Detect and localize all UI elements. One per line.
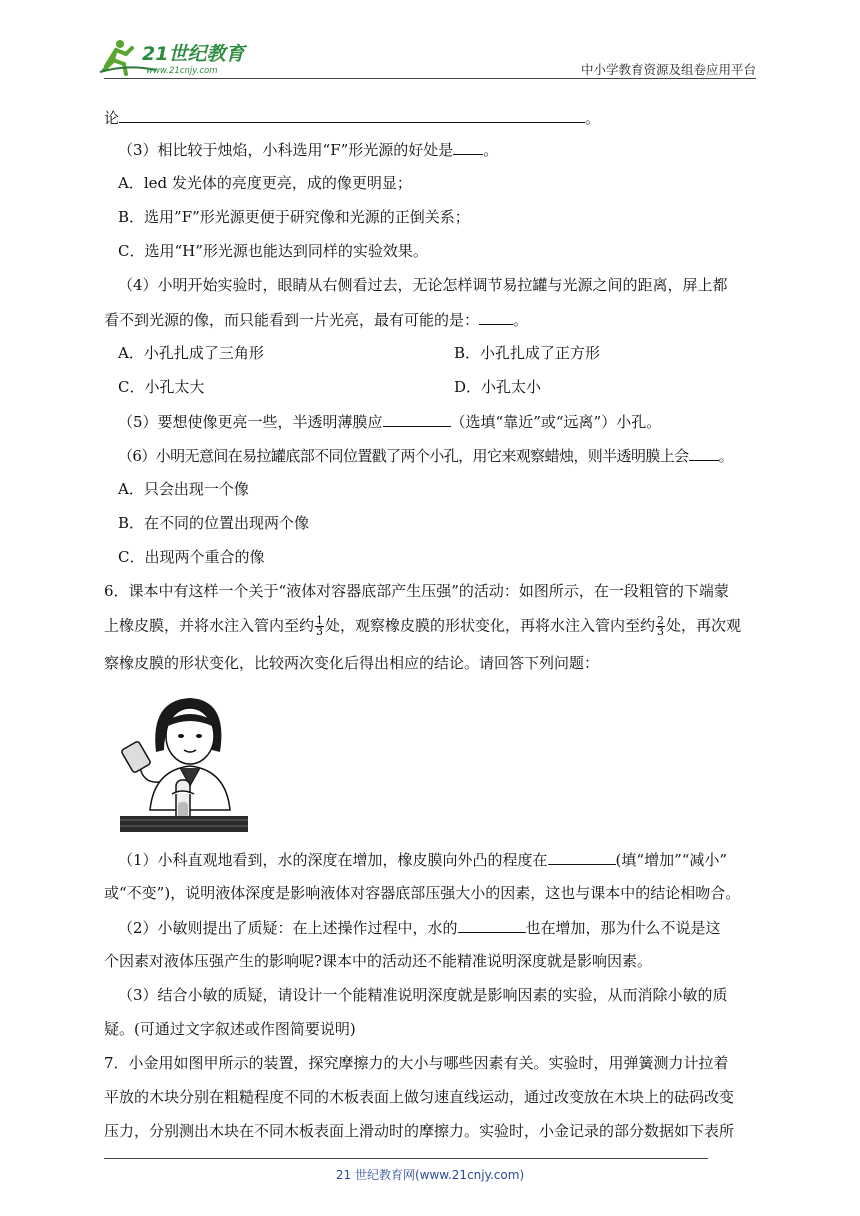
option-b: B．选用”F”形光源更便于研究像和光源的正倒关系； [118, 208, 470, 226]
sub-question-3-cont: 疑。(可通过文字叙述或作图简要说明) [104, 1020, 356, 1038]
svg-text:www.21cnjy.com: www.21cnjy.com [146, 66, 218, 76]
option-a: A．只会出现一个像 [118, 480, 249, 498]
option-c: C．出现两个重合的像 [118, 548, 265, 566]
site-logo [96, 36, 256, 78]
problem-6-cont: 上橡皮膜，并将水注入管内至约 $\frac{1}{3}$ 处，观察橡皮膜的形状变化，再将水注入管内至约 $\frac{2}{3}$ 处，再次观 [104, 614, 742, 638]
fraction: $\frac{2}{3}$ [657, 614, 665, 638]
problem-7: 7．小金用如图甲所示的装置，探究摩擦力的大小与哪些因素有关。实验时，用弹簧测力计拉着 [104, 1054, 729, 1072]
problem-7-cont: 平放的木块分别在粗糙程度不同的木板表面上做匀速直线运动，通过改变放在木块上的砝码改变 [104, 1088, 735, 1106]
question-6: （6）小明无意间在易拉罐底部不同位置戳了两个小孔，用它来观察蜡烛，则半透明膜上会 。 [118, 447, 733, 465]
option-b: B．小孔扎成了正方形 [454, 344, 601, 362]
option-a: A．小孔扎成了三角形 [118, 344, 264, 362]
question-3: （3）相比较于烛焰，小科选用“F”形光源的好处是 。 [118, 141, 499, 159]
sub-question-1: （1）小科直观地看到，水的深度在增加，橡皮膜向外凸的程度在 (填“增加”“减小” [118, 851, 728, 869]
option-d: D．小孔太小 [454, 378, 542, 396]
footer-text: 21 世纪教育网(www.21cnjy.com) [335, 1168, 525, 1182]
sub-question-2: （2）小敏则提出了质疑：在上述操作过程中，水的 也在增加，那为什么不说是这 [118, 919, 721, 937]
problem-7-cont: 压力，分别测出木块在不同木板表面上滑动时的摩擦力。实验时，小金记录的部分数据如下表所 [104, 1122, 735, 1140]
header-divider [104, 78, 756, 79]
footer-divider [104, 1158, 708, 1159]
fraction: $\frac{1}{3}$ [316, 614, 324, 638]
sub-question-3: （3）结合小敏的质疑，请设计一个能精准说明深度就是影响因素的实验，从而消除小敏的质 [118, 986, 728, 1004]
option-c: C．选用“H”形光源也能达到同样的实验效果。 [118, 242, 428, 260]
sub-question-2-cont: 个因素对液体压强产生的影响呢?课本中的活动还不能精准说明深度就是影响因素。 [104, 952, 653, 970]
platform-name: 中小学教育资源及组卷应用平台 [580, 62, 756, 77]
problem-6: 6．课本中有这样一个关于“液体对容器底部产生压强”的活动：如图所示，在一段粗管的下端蒙 [104, 582, 729, 600]
sub-question-1-cont: 或“不变”)，说明液体深度是影响液体对容器底部压强大小的因素，这也与课本中的结论相吻合。 [104, 884, 741, 902]
option-c: C．小孔太大 [118, 378, 205, 396]
option-a: A．led 发光体的亮度更亮，成的像更明显； [118, 174, 412, 192]
question-4-cont: 看不到光源的像，而只能看到一片光亮，最有可能的是： 。 [104, 311, 529, 329]
girl-pouring-water-illustration [120, 690, 248, 832]
question-5: （5）要想使像更亮一些，半透明薄膜应 （选填“靠近”或“远离”）小孔。 [118, 413, 662, 431]
problem-6-cont: 察橡皮膜的形状变化，比较两次变化后得出相应的结论。请回答下列问题： [104, 654, 600, 672]
svg-text:21世纪教育: 21世纪教育 [142, 43, 245, 65]
option-b: B．在不同的位置出现两个像 [118, 514, 310, 532]
question-4: （4）小明开始实验时，眼睛从右侧看过去，无论怎样调节易拉罐与光源之间的距离，屏上都 [118, 276, 728, 294]
text-line: 论 。 [104, 109, 601, 127]
